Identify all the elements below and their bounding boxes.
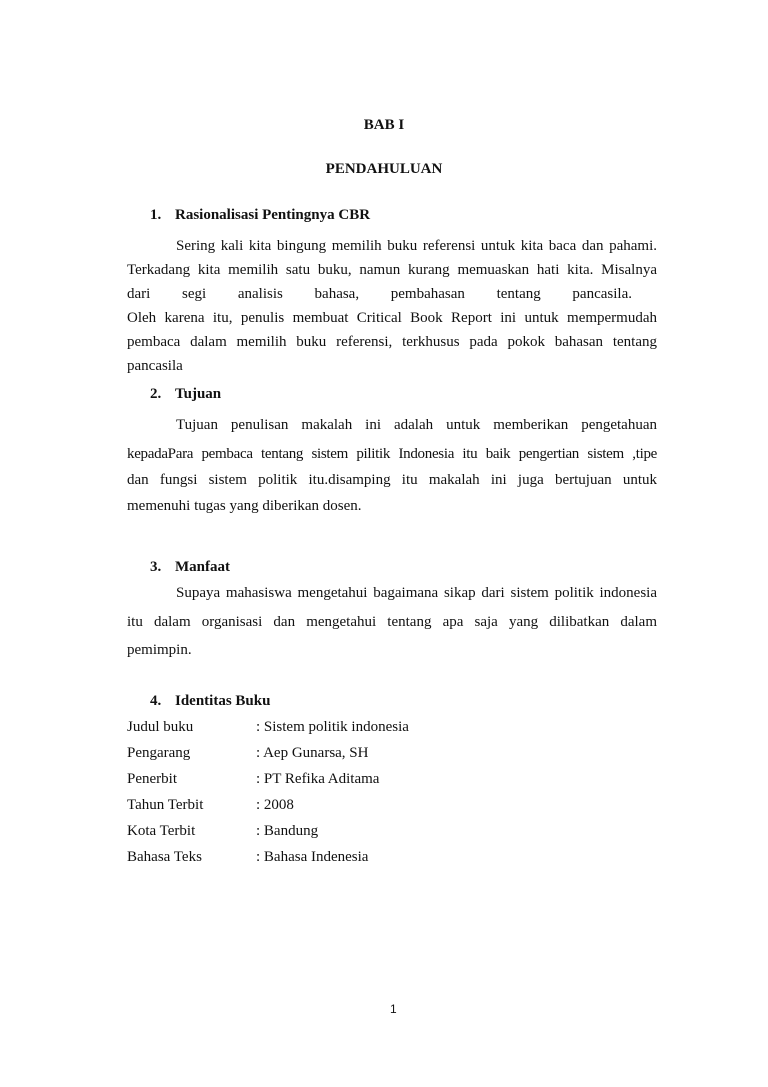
paragraph-line: Oleh karena itu, penulis membuat Critical Book Report ini untuk mempermudah xyxy=(127,310,657,326)
paragraph-line: itu dalam organisasi dan mengetahui tentang apa saja yang dilibatkan dalam xyxy=(127,614,657,630)
section-heading-2 xyxy=(150,385,680,403)
paragraph-line: dari segi analisis bahasa, pembahasan tentang pancasila. xyxy=(127,286,632,302)
section-heading-1 xyxy=(150,206,680,224)
paragraph-line: Supaya mahasiswa mengetahui bagaimana sikap dari sistem politik indonesia xyxy=(176,585,657,601)
chapter-label: BAB I xyxy=(363,117,405,133)
section-number: 3. xyxy=(150,559,162,575)
section-title: Rasionalisasi Pentingnya CBR xyxy=(175,207,371,223)
paragraph-line: Sering kali kita bingung memilih buku referensi untuk kita baca dan pahami. xyxy=(176,238,657,254)
paragraph-line: dan fungsi sistem politik itu.disamping itu makalah ini juga bertujuan untuk xyxy=(127,472,657,488)
identity-value: : Bahasa Indenesia xyxy=(256,849,369,865)
section-heading-3 xyxy=(150,558,680,576)
section-number: 2. xyxy=(150,386,162,402)
section-title: Tujuan xyxy=(175,386,222,402)
section-title: Identitas Buku xyxy=(175,693,271,709)
identity-key: Pengarang xyxy=(127,745,191,761)
identity-value: : Bandung xyxy=(256,823,319,839)
identity-key: Kota Terbit xyxy=(127,823,196,839)
paragraph-line: pembaca dalam memilih buku referensi, terkhusus pada pokok bahasan tentang xyxy=(127,334,657,350)
section-number: 1. xyxy=(150,207,162,223)
page-number: 1 xyxy=(390,1002,397,1016)
paragraph-line: pancasila xyxy=(127,358,183,374)
paragraph-line: Terkadang kita memilih satu buku, namun kurang memuaskan hati kita. Misalnya xyxy=(127,262,657,278)
identity-key: Tahun Terbit xyxy=(127,797,204,813)
paragraph-line: memenuhi tugas yang diberikan dosen. xyxy=(127,498,362,514)
identity-value: : PT Refika Aditama xyxy=(256,771,380,787)
identity-key: Bahasa Teks xyxy=(127,849,202,865)
identity-key: Judul buku xyxy=(127,719,194,735)
identity-value: : Aep Gunarsa, SH xyxy=(256,745,369,761)
paragraph-line: pemimpin. xyxy=(127,642,192,658)
identity-value: : Sistem politik indonesia xyxy=(256,719,409,735)
section-number: 4. xyxy=(150,693,162,709)
section-title: Manfaat xyxy=(175,559,230,575)
paragraph-line: Tujuan penulisan makalah ini adalah untuk memberikan pengetahuan xyxy=(176,417,657,433)
paragraph-line: kepadaPara pembaca tentang sistem pilitik Indonesia itu baik pengertian sistem ,tipe xyxy=(127,446,657,462)
identity-value: : 2008 xyxy=(256,797,294,813)
section-heading-4 xyxy=(150,692,680,710)
page-title: PENDAHULUAN xyxy=(325,161,443,177)
identity-key: Penerbit xyxy=(127,771,177,787)
